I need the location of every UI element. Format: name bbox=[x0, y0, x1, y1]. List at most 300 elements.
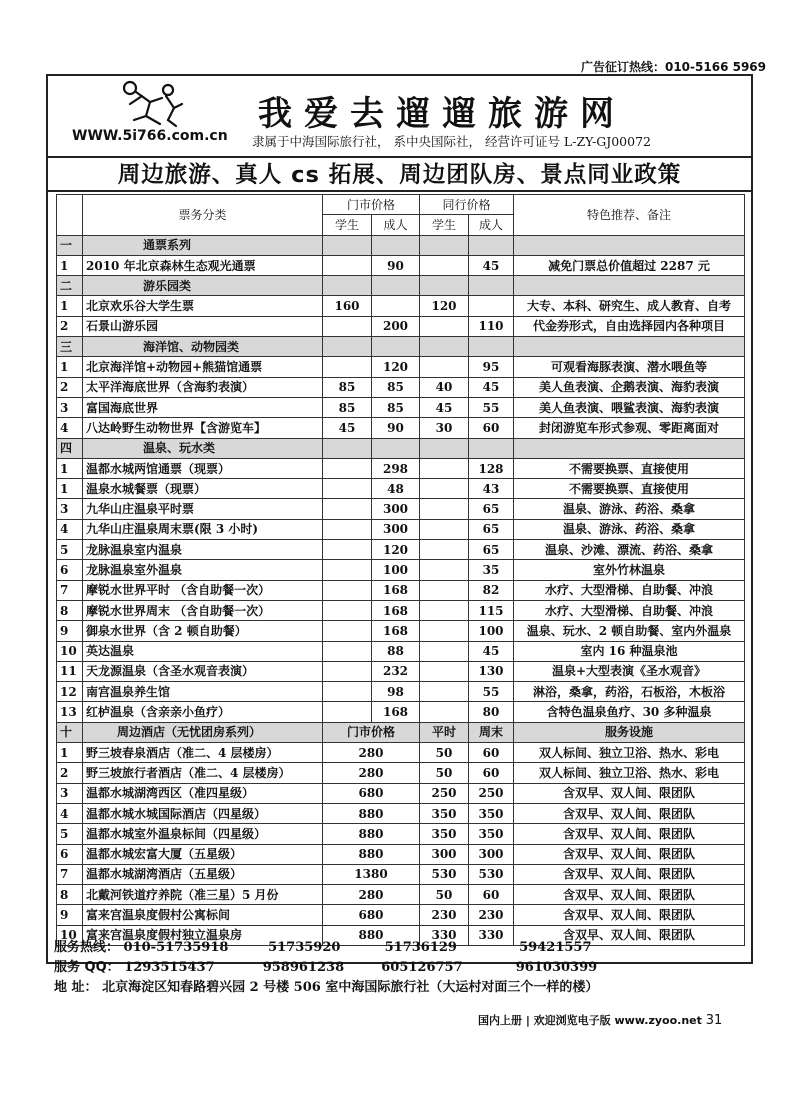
section-row bbox=[57, 276, 745, 296]
table-row bbox=[57, 357, 745, 377]
hotline-label: 服务热线： bbox=[54, 940, 120, 955]
peer-student-price bbox=[420, 560, 469, 580]
headline: 周边旅游、真人 cs 拓展、周边团队房、景点同业政策 bbox=[48, 156, 751, 192]
empty-cell bbox=[323, 235, 372, 255]
empty-cell bbox=[469, 235, 514, 255]
empty-cell bbox=[323, 438, 372, 458]
gate-adult-price: 168 bbox=[372, 600, 420, 620]
row-number: 1 bbox=[57, 255, 83, 275]
affiliation-text: 隶属于中海国际旅行社， 系中央国际社， 经营许可证号 L-ZY-GJ00072 bbox=[252, 134, 651, 149]
header-peer-student: 学生 bbox=[420, 215, 469, 235]
item-name: 御泉水世界（含 2 顿自助餐） bbox=[83, 621, 323, 641]
peer-adult-price: 45 bbox=[469, 377, 514, 397]
hotel-facility: 含双早、双人间、限团队 bbox=[514, 824, 745, 844]
hotel-weekend-header: 周末 bbox=[469, 722, 514, 742]
item-name: 九华山庄温泉平时票 bbox=[83, 499, 323, 519]
hotel-weekend-price: 60 bbox=[469, 885, 514, 905]
hotline-number: 51736129 bbox=[384, 940, 457, 955]
hotel-weekday-price: 350 bbox=[420, 824, 469, 844]
gate-student-price bbox=[323, 580, 372, 600]
peer-adult-price: 128 bbox=[469, 458, 514, 478]
hotel-gate-price: 280 bbox=[323, 763, 420, 783]
peer-adult-price: 65 bbox=[469, 519, 514, 539]
hotel-weekend-price: 300 bbox=[469, 844, 514, 864]
header-gate-student: 学生 bbox=[323, 215, 372, 235]
peer-student-price bbox=[420, 458, 469, 478]
qq-number: 961030399 bbox=[515, 960, 598, 975]
empty-cell bbox=[323, 276, 372, 296]
hotel-row bbox=[57, 864, 745, 884]
address-text: 北京海淀区知春路碧兴园 2 号楼 506 室中海国际旅行社（大运村对面三个一样的楼） bbox=[102, 980, 599, 995]
table-row bbox=[57, 702, 745, 722]
row-number: 4 bbox=[57, 418, 83, 438]
row-number: 3 bbox=[57, 397, 83, 417]
hotel-row bbox=[57, 783, 745, 803]
contact-block bbox=[54, 938, 754, 998]
section-number: 二 bbox=[57, 276, 83, 296]
hotel-facility: 含双早、双人间、限团队 bbox=[514, 803, 745, 823]
hotel-gate-price: 680 bbox=[323, 905, 420, 925]
hotel-weekend-price: 530 bbox=[469, 864, 514, 884]
item-note: 温泉、游泳、药浴、桑拿 bbox=[514, 499, 745, 519]
hotel-gate-price: 880 bbox=[323, 844, 420, 864]
address-line bbox=[54, 978, 754, 998]
hotel-row bbox=[57, 844, 745, 864]
empty-cell bbox=[372, 337, 420, 357]
gate-student-price: 160 bbox=[323, 296, 372, 316]
gate-student-price bbox=[323, 682, 372, 702]
row-number: 9 bbox=[57, 621, 83, 641]
gate-student-price bbox=[323, 621, 372, 641]
ad-hotline: 广告征订热线：010-5166 5969 bbox=[580, 60, 766, 74]
row-number: 3 bbox=[57, 783, 83, 803]
gate-adult-price: 88 bbox=[372, 641, 420, 661]
hotel-name: 野三坡春泉酒店（准二、4 层楼房） bbox=[83, 743, 323, 763]
peer-adult-price: 100 bbox=[469, 621, 514, 641]
header-notes: 特色推荐、备注 bbox=[514, 195, 745, 236]
empty-cell bbox=[514, 235, 745, 255]
hotel-gate-price: 880 bbox=[323, 824, 420, 844]
hotel-row bbox=[57, 824, 745, 844]
hotel-weekday-price: 350 bbox=[420, 803, 469, 823]
item-name: 温都水城两馆通票（现票） bbox=[83, 458, 323, 478]
item-name: 南宫温泉养生馆 bbox=[83, 682, 323, 702]
item-note: 温泉、玩水、2 顿自助餐、室内外温泉 bbox=[514, 621, 745, 641]
peer-adult-price bbox=[469, 296, 514, 316]
hotel-weekday-price: 300 bbox=[420, 844, 469, 864]
hotel-weekday-header: 平时 bbox=[420, 722, 469, 742]
header-peer-adult: 成人 bbox=[469, 215, 514, 235]
item-name: 石景山游乐园 bbox=[83, 316, 323, 336]
peer-student-price bbox=[420, 702, 469, 722]
table-row bbox=[57, 580, 745, 600]
hotel-facility: 双人标间、独立卫浴、热水、彩电 bbox=[514, 763, 745, 783]
hotel-name: 富来宫温泉度假村公寓标间 bbox=[83, 905, 323, 925]
hotel-name: 野三坡旅行者酒店（准二、4 层楼房） bbox=[83, 763, 323, 783]
hotline-line bbox=[54, 938, 754, 958]
hotel-gate-price: 280 bbox=[323, 743, 420, 763]
hotel-facility: 含双早、双人间、限团队 bbox=[514, 885, 745, 905]
hotel-name: 温都水城室外温泉标间（四星级） bbox=[83, 824, 323, 844]
empty-cell bbox=[323, 337, 372, 357]
hotel-weekday-price: 530 bbox=[420, 864, 469, 884]
item-note: 温泉+大型表演《圣水观音》 bbox=[514, 661, 745, 681]
runner-logo-icon bbox=[116, 80, 186, 130]
peer-adult-price: 80 bbox=[469, 702, 514, 722]
gate-adult-price: 120 bbox=[372, 540, 420, 560]
table-row bbox=[57, 600, 745, 620]
empty-cell bbox=[514, 276, 745, 296]
peer-student-price bbox=[420, 580, 469, 600]
gate-student-price: 85 bbox=[323, 377, 372, 397]
gate-adult-price: 168 bbox=[372, 580, 420, 600]
header-category: 票务分类 bbox=[83, 195, 323, 236]
empty-cell bbox=[420, 235, 469, 255]
empty-cell bbox=[420, 337, 469, 357]
hotel-weekday-price: 50 bbox=[420, 885, 469, 905]
gate-adult-price: 90 bbox=[372, 255, 420, 275]
peer-adult-price: 65 bbox=[469, 499, 514, 519]
hotel-gate-header: 门市价格 bbox=[323, 722, 420, 742]
gate-adult-price: 200 bbox=[372, 316, 420, 336]
item-name: 富国海底世界 bbox=[83, 397, 323, 417]
peer-student-price bbox=[420, 600, 469, 620]
peer-student-price: 45 bbox=[420, 397, 469, 417]
item-note: 美人鱼表演、喂鲨表演、海豹表演 bbox=[514, 397, 745, 417]
peer-adult-price: 115 bbox=[469, 600, 514, 620]
hotel-facility: 含双早、双人间、限团队 bbox=[514, 783, 745, 803]
peer-adult-price: 65 bbox=[469, 540, 514, 560]
item-name: 2010 年北京森林生态观光通票 bbox=[83, 255, 323, 275]
item-note: 含特色温泉鱼疗、30 多种温泉 bbox=[514, 702, 745, 722]
gate-student-price bbox=[323, 702, 372, 722]
gate-adult-price bbox=[372, 296, 420, 316]
empty-cell bbox=[469, 276, 514, 296]
gate-adult-price: 98 bbox=[372, 682, 420, 702]
row-number: 4 bbox=[57, 803, 83, 823]
hotel-weekend-price: 60 bbox=[469, 743, 514, 763]
item-name: 温泉水城餐票（现票） bbox=[83, 479, 323, 499]
hotel-name: 北戴河铁道疗养院（准三星）5 月份 bbox=[83, 885, 323, 905]
hotel-facility: 含双早、双人间、限团队 bbox=[514, 844, 745, 864]
header-peer-price: 同行价格 bbox=[420, 195, 514, 215]
gate-adult-price: 168 bbox=[372, 702, 420, 722]
row-number: 9 bbox=[57, 905, 83, 925]
gate-adult-price: 168 bbox=[372, 621, 420, 641]
item-note: 不需要换票、直接使用 bbox=[514, 479, 745, 499]
hotel-weekend-price: 250 bbox=[469, 783, 514, 803]
hotel-row bbox=[57, 743, 745, 763]
hotel-weekend-price: 60 bbox=[469, 763, 514, 783]
table-row bbox=[57, 641, 745, 661]
hotel-facility: 含双早、双人间、限团队 bbox=[514, 864, 745, 884]
row-number: 1 bbox=[57, 479, 83, 499]
page-footer bbox=[478, 1012, 722, 1028]
hotel-name: 温都水城宏富大厦（五星级） bbox=[83, 844, 323, 864]
table-header-row bbox=[57, 195, 745, 215]
table-row bbox=[57, 621, 745, 641]
gate-student-price bbox=[323, 499, 372, 519]
gate-adult-price: 232 bbox=[372, 661, 420, 681]
hotel-gate-price: 280 bbox=[323, 885, 420, 905]
row-number: 10 bbox=[57, 925, 83, 945]
gate-student-price bbox=[323, 600, 372, 620]
gate-student-price bbox=[323, 661, 372, 681]
qq-number: 1293515437 bbox=[124, 960, 215, 975]
item-name: 摩锐水世界周末 （含自助餐一次） bbox=[83, 600, 323, 620]
row-number: 11 bbox=[57, 661, 83, 681]
hotel-facility-header: 服务设施 bbox=[514, 722, 745, 742]
hotel-name: 温都水城湖湾西区（准四星级） bbox=[83, 783, 323, 803]
hotline-number: 51735920 bbox=[268, 940, 341, 955]
item-note: 淋浴，桑拿，药浴，石板浴，木板浴 bbox=[514, 682, 745, 702]
gate-student-price bbox=[323, 255, 372, 275]
item-note: 可观看海豚表演、潜水喂鱼等 bbox=[514, 357, 745, 377]
gate-student-price: 85 bbox=[323, 397, 372, 417]
peer-adult-price: 82 bbox=[469, 580, 514, 600]
item-note: 美人鱼表演、企鹅表演、海豹表演 bbox=[514, 377, 745, 397]
item-note: 水疗、大型滑梯、自助餐、冲浪 bbox=[514, 580, 745, 600]
peer-adult-price: 55 bbox=[469, 682, 514, 702]
hotline-number: 59421557 bbox=[519, 940, 592, 955]
peer-student-price: 30 bbox=[420, 418, 469, 438]
hotel-gate-price: 880 bbox=[323, 803, 420, 823]
table-row bbox=[57, 560, 745, 580]
item-note: 减免门票总价值超过 2287 元 bbox=[514, 255, 745, 275]
item-name: 龙脉温泉室内温泉 bbox=[83, 540, 323, 560]
item-name: 太平洋海底世界（含海豹表演） bbox=[83, 377, 323, 397]
hotel-row bbox=[57, 905, 745, 925]
hotel-weekday-price: 50 bbox=[420, 743, 469, 763]
hotel-name: 温都水城水城国际酒店（四星级） bbox=[83, 803, 323, 823]
peer-adult-price: 130 bbox=[469, 661, 514, 681]
hotel-weekend-price: 230 bbox=[469, 905, 514, 925]
row-number: 1 bbox=[57, 458, 83, 478]
page-number: 31 bbox=[705, 1013, 723, 1028]
item-name: 八达岭野生动物世界【含游览车】 bbox=[83, 418, 323, 438]
table-row bbox=[57, 519, 745, 539]
peer-adult-price: 43 bbox=[469, 479, 514, 499]
section-row bbox=[57, 337, 745, 357]
peer-student-price bbox=[420, 255, 469, 275]
address-label: 地 址： bbox=[54, 980, 98, 995]
section-title: 海洋馆、动物园类 bbox=[83, 337, 323, 357]
item-name: 北京海洋馆+动物园+熊猫馆通票 bbox=[83, 357, 323, 377]
item-name: 天龙源温泉（含圣水观音表演） bbox=[83, 661, 323, 681]
peer-student-price: 40 bbox=[420, 377, 469, 397]
peer-student-price bbox=[420, 479, 469, 499]
gate-student-price bbox=[323, 519, 372, 539]
hotel-gate-price: 1380 bbox=[323, 864, 420, 884]
item-note: 温泉、游泳、药浴、桑拿 bbox=[514, 519, 745, 539]
table-row bbox=[57, 418, 745, 438]
gate-student-price bbox=[323, 479, 372, 499]
peer-adult-price: 35 bbox=[469, 560, 514, 580]
header-no-cell bbox=[57, 195, 83, 236]
peer-adult-price: 45 bbox=[469, 255, 514, 275]
hotel-weekday-price: 250 bbox=[420, 783, 469, 803]
table-row bbox=[57, 479, 745, 499]
gate-student-price bbox=[323, 316, 372, 336]
item-name: 红栌温泉（含亲亲小鱼疗） bbox=[83, 702, 323, 722]
qq-number: 605126757 bbox=[381, 960, 463, 975]
peer-adult-price: 55 bbox=[469, 397, 514, 417]
peer-student-price bbox=[420, 519, 469, 539]
hotel-row bbox=[57, 763, 745, 783]
section-number: 一 bbox=[57, 235, 83, 255]
gate-student-price bbox=[323, 641, 372, 661]
row-number: 3 bbox=[57, 499, 83, 519]
table-row bbox=[57, 316, 745, 336]
table-row bbox=[57, 296, 745, 316]
hotel-weekend-price: 350 bbox=[469, 824, 514, 844]
section-title: 周边酒店（无忧团房系列） bbox=[83, 722, 323, 742]
item-name: 龙脉温泉室外温泉 bbox=[83, 560, 323, 580]
empty-cell bbox=[420, 276, 469, 296]
hotel-weekday-price: 230 bbox=[420, 905, 469, 925]
empty-cell bbox=[514, 337, 745, 357]
hotel-gate-price: 680 bbox=[323, 783, 420, 803]
hotel-weekday-price: 330 bbox=[420, 925, 469, 945]
hotel-weekend-price: 350 bbox=[469, 803, 514, 823]
hotline-number: 010-51735918 bbox=[123, 940, 229, 955]
peer-adult-price: 110 bbox=[469, 316, 514, 336]
table-row bbox=[57, 682, 745, 702]
gate-adult-price: 48 bbox=[372, 479, 420, 499]
section-number: 四 bbox=[57, 438, 83, 458]
peer-student-price: 120 bbox=[420, 296, 469, 316]
qq-line bbox=[54, 958, 754, 978]
row-number: 13 bbox=[57, 702, 83, 722]
table-row bbox=[57, 661, 745, 681]
hotel-facility: 双人标间、独立卫浴、热水、彩电 bbox=[514, 743, 745, 763]
row-number: 10 bbox=[57, 641, 83, 661]
gate-adult-price: 120 bbox=[372, 357, 420, 377]
section-row bbox=[57, 235, 745, 255]
empty-cell bbox=[514, 438, 745, 458]
table-row bbox=[57, 458, 745, 478]
section-number: 三 bbox=[57, 337, 83, 357]
gate-adult-price: 300 bbox=[372, 519, 420, 539]
peer-student-price bbox=[420, 682, 469, 702]
item-note: 不需要换票、直接使用 bbox=[514, 458, 745, 478]
item-note: 封闭游览车形式参观、零距离面对 bbox=[514, 418, 745, 438]
row-number: 1 bbox=[57, 296, 83, 316]
item-name: 英达温泉 bbox=[83, 641, 323, 661]
table-row bbox=[57, 255, 745, 275]
site-title: 我爱去遛遛旅游网 bbox=[258, 94, 626, 134]
hotel-weekend-price: 330 bbox=[469, 925, 514, 945]
hotel-name: 富来宫温泉度假村独立温泉房 bbox=[83, 925, 323, 945]
empty-cell bbox=[420, 438, 469, 458]
hotel-facility: 含双早、双人间、限团队 bbox=[514, 905, 745, 925]
row-number: 2 bbox=[57, 763, 83, 783]
section-row bbox=[57, 438, 745, 458]
item-note: 室外竹林温泉 bbox=[514, 560, 745, 580]
section-number: 十 bbox=[57, 722, 83, 742]
item-note: 代金券形式，自由选择园内各种项目 bbox=[514, 316, 745, 336]
item-note: 温泉、沙滩、漂流、药浴、桑拿 bbox=[514, 540, 745, 560]
row-number: 2 bbox=[57, 377, 83, 397]
item-note: 大专、本科、研究生、成人教育、自考 bbox=[514, 296, 745, 316]
hotel-weekday-price: 50 bbox=[420, 763, 469, 783]
gate-adult-price: 90 bbox=[372, 418, 420, 438]
gate-student-price bbox=[323, 560, 372, 580]
table-row bbox=[57, 540, 745, 560]
empty-cell bbox=[372, 438, 420, 458]
table-row bbox=[57, 499, 745, 519]
peer-student-price bbox=[420, 621, 469, 641]
peer-student-price bbox=[420, 641, 469, 661]
row-number: 7 bbox=[57, 580, 83, 600]
row-number: 8 bbox=[57, 600, 83, 620]
hotel-name: 温都水城湖湾酒店（五星级） bbox=[83, 864, 323, 884]
gate-student-price: 45 bbox=[323, 418, 372, 438]
gate-student-price bbox=[323, 357, 372, 377]
peer-student-price bbox=[420, 661, 469, 681]
gate-adult-price: 100 bbox=[372, 560, 420, 580]
peer-student-price bbox=[420, 316, 469, 336]
peer-adult-price: 95 bbox=[469, 357, 514, 377]
row-number: 5 bbox=[57, 540, 83, 560]
row-number: 6 bbox=[57, 560, 83, 580]
gate-student-price bbox=[323, 458, 372, 478]
hotel-row bbox=[57, 803, 745, 823]
peer-student-price bbox=[420, 499, 469, 519]
section-title: 通票系列 bbox=[83, 235, 323, 255]
section-title: 游乐园类 bbox=[83, 276, 323, 296]
qq-number: 958961238 bbox=[262, 960, 345, 975]
qq-label: 服务 QQ： bbox=[54, 960, 120, 975]
table-row bbox=[57, 397, 745, 417]
row-number: 1 bbox=[57, 357, 83, 377]
hotel-section-row bbox=[57, 722, 745, 742]
gate-student-price bbox=[323, 540, 372, 560]
peer-adult-price: 60 bbox=[469, 418, 514, 438]
site-url: WWW.5i766.com.cn bbox=[72, 128, 228, 144]
header-gate-price: 门市价格 bbox=[323, 195, 420, 215]
price-table bbox=[56, 194, 745, 946]
item-name: 摩锐水世界平时 （含自助餐一次） bbox=[83, 580, 323, 600]
row-number: 7 bbox=[57, 864, 83, 884]
peer-adult-price: 45 bbox=[469, 641, 514, 661]
item-note: 室内 16 种温泉池 bbox=[514, 641, 745, 661]
gate-adult-price: 85 bbox=[372, 397, 420, 417]
row-number: 1 bbox=[57, 743, 83, 763]
empty-cell bbox=[372, 235, 420, 255]
hotel-gate-price: 880 bbox=[323, 925, 420, 945]
row-number: 8 bbox=[57, 885, 83, 905]
hotel-facility: 含双早、双人间、限团队 bbox=[514, 925, 745, 945]
row-number: 12 bbox=[57, 682, 83, 702]
section-title: 温泉、玩水类 bbox=[83, 438, 323, 458]
row-number: 4 bbox=[57, 519, 83, 539]
hotel-row bbox=[57, 885, 745, 905]
row-number: 2 bbox=[57, 316, 83, 336]
gate-adult-price: 85 bbox=[372, 377, 420, 397]
row-number: 5 bbox=[57, 824, 83, 844]
peer-student-price bbox=[420, 540, 469, 560]
empty-cell bbox=[372, 276, 420, 296]
header-gate-adult: 成人 bbox=[372, 215, 420, 235]
gate-adult-price: 300 bbox=[372, 499, 420, 519]
item-name: 九华山庄温泉周末票(限 3 小时) bbox=[83, 519, 323, 539]
item-name: 北京欢乐谷大学生票 bbox=[83, 296, 323, 316]
footer-text: 国内上册 | 欢迎浏览电子版 www.zyoo.net bbox=[478, 1014, 702, 1027]
empty-cell bbox=[469, 438, 514, 458]
empty-cell bbox=[469, 337, 514, 357]
item-note: 水疗、大型滑梯、自助餐、冲浪 bbox=[514, 600, 745, 620]
